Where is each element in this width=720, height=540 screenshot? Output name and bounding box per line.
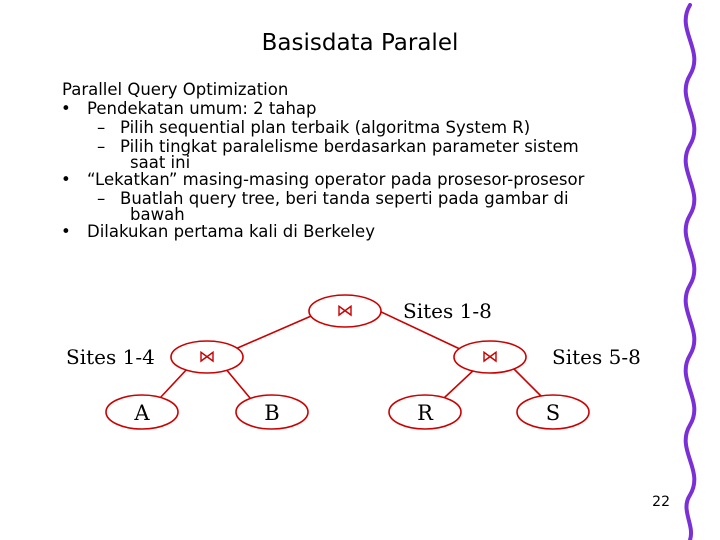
edge-right-r bbox=[444, 368, 476, 398]
left-join-symbol: ⋈ bbox=[198, 347, 216, 367]
right-join-symbol: ⋈ bbox=[481, 347, 499, 367]
leaf-label-s: S bbox=[545, 401, 561, 425]
page-number: 22 bbox=[652, 494, 670, 510]
body-heading: Parallel Query Optimization bbox=[62, 80, 289, 99]
sub-bullet-continuation: bawah bbox=[130, 205, 185, 224]
bullet-text: Dilakukan pertama kali di Berkeley bbox=[87, 222, 375, 241]
sub-bullet-text: Pilih sequential plan terbaik (algoritma System R) bbox=[120, 118, 531, 137]
bullet-marker: • bbox=[61, 222, 71, 241]
edge-left-a bbox=[160, 368, 188, 398]
leaf-label-b: B bbox=[264, 401, 280, 425]
right-sites-label: Sites 5-8 bbox=[552, 345, 641, 369]
edge-right-s bbox=[513, 368, 543, 398]
sub-bullet-text: Buatlah query tree, beri tanda seperti pada gambar di bbox=[120, 189, 569, 208]
leaf-label-a: A bbox=[134, 401, 150, 425]
root-sites-label: Sites 1-8 bbox=[403, 299, 492, 323]
dash-marker: – bbox=[97, 189, 106, 208]
sub-bullet-continuation: saat ini bbox=[130, 153, 191, 172]
slide-title: Basisdata Paralel bbox=[261, 30, 459, 56]
dash-marker: – bbox=[97, 137, 106, 156]
edge-left-b bbox=[225, 368, 250, 398]
root-join-symbol: ⋈ bbox=[336, 301, 354, 321]
bullet-text: “Lekatkan” masing-masing operator pada prosesor-prosesor bbox=[87, 170, 585, 189]
sub-bullet-text: Pilih tingkat paralelisme berdasarkan parameter sistem bbox=[120, 137, 579, 156]
bullet-text: Pendekatan umum: 2 tahap bbox=[87, 99, 317, 118]
leaf-label-r: R bbox=[417, 401, 433, 425]
left-sites-label: Sites 1-4 bbox=[66, 345, 155, 369]
bullet-marker: • bbox=[61, 99, 71, 118]
dash-marker: – bbox=[97, 118, 106, 137]
bullet-marker: • bbox=[61, 170, 71, 189]
